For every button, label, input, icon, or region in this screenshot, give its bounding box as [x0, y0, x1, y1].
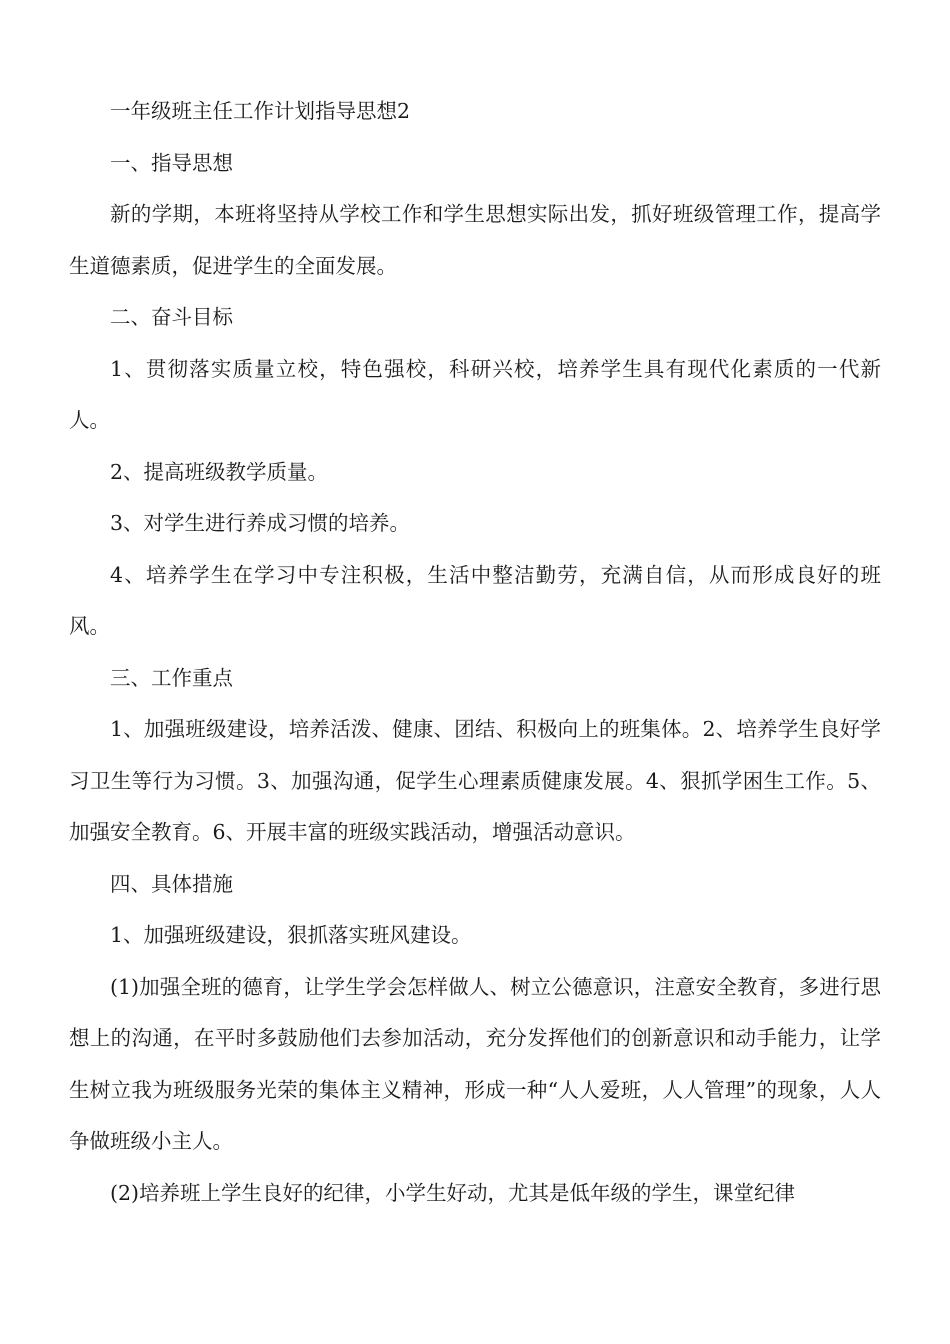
section-heading-measures: 四、具体措施	[110, 871, 233, 896]
body-paragraph: (1)加强全班的德育，让学生学会怎样做人、树立公德意识，注意安全教育，多进行思想上的沟通，在平时多鼓励他们去参加活动，充分发挥他们的创新意识和动手能力，让学生树立我为班级服务光荣的集体主义精神，形成一种“人人爱班，人人管理”的现象，人人争做班级小主人。	[69, 974, 881, 1153]
body-paragraph: (2)培养班上学生良好的纪律，小学生好动，尤其是低年级的学生，课堂纪律	[110, 1180, 796, 1205]
section-heading-goals: 二、奋斗目标	[110, 305, 233, 329]
document-page	[69, 86, 881, 1219]
body-paragraph: 2、提高班级教学质量。	[110, 459, 329, 484]
body-paragraph: 新的学期，本班将坚持从学校工作和学生思想实际出发，抓好班级管理工作，提高学生道德素质，促进学生的全面发展。	[69, 202, 881, 278]
body-paragraph: 4、培养学生在学习中专注积极，生活中整洁勤劳，充满自信，从而形成良好的班风。	[69, 562, 881, 638]
document-title: 一年级班主任工作计划指导思想2	[110, 99, 411, 123]
body-paragraph: 3、对学生进行养成习惯的培养。	[110, 511, 411, 535]
section-heading-guiding-thought: 一、指导思想	[110, 150, 233, 175]
body-paragraph: 1、加强班级建设，培养活泼、健康、团结、积极向上的班集体。2、培养学生良好学习卫生等行为习惯。3、加强沟通，促学生心理素质健康发展。4、狠抓学困生工作。5、加强安全教育。6、开展丰富的班级实践活动，增强活动意识。	[69, 717, 881, 844]
body-paragraph: 1、加强班级建设，狠抓落实班风建设。	[110, 923, 472, 947]
body-paragraph: 1、贯彻落实质量立校，特色强校，科研兴校，培养学生具有现代化素质的一代新人。	[69, 356, 881, 432]
section-heading-work-focus: 三、工作重点	[110, 665, 233, 690]
